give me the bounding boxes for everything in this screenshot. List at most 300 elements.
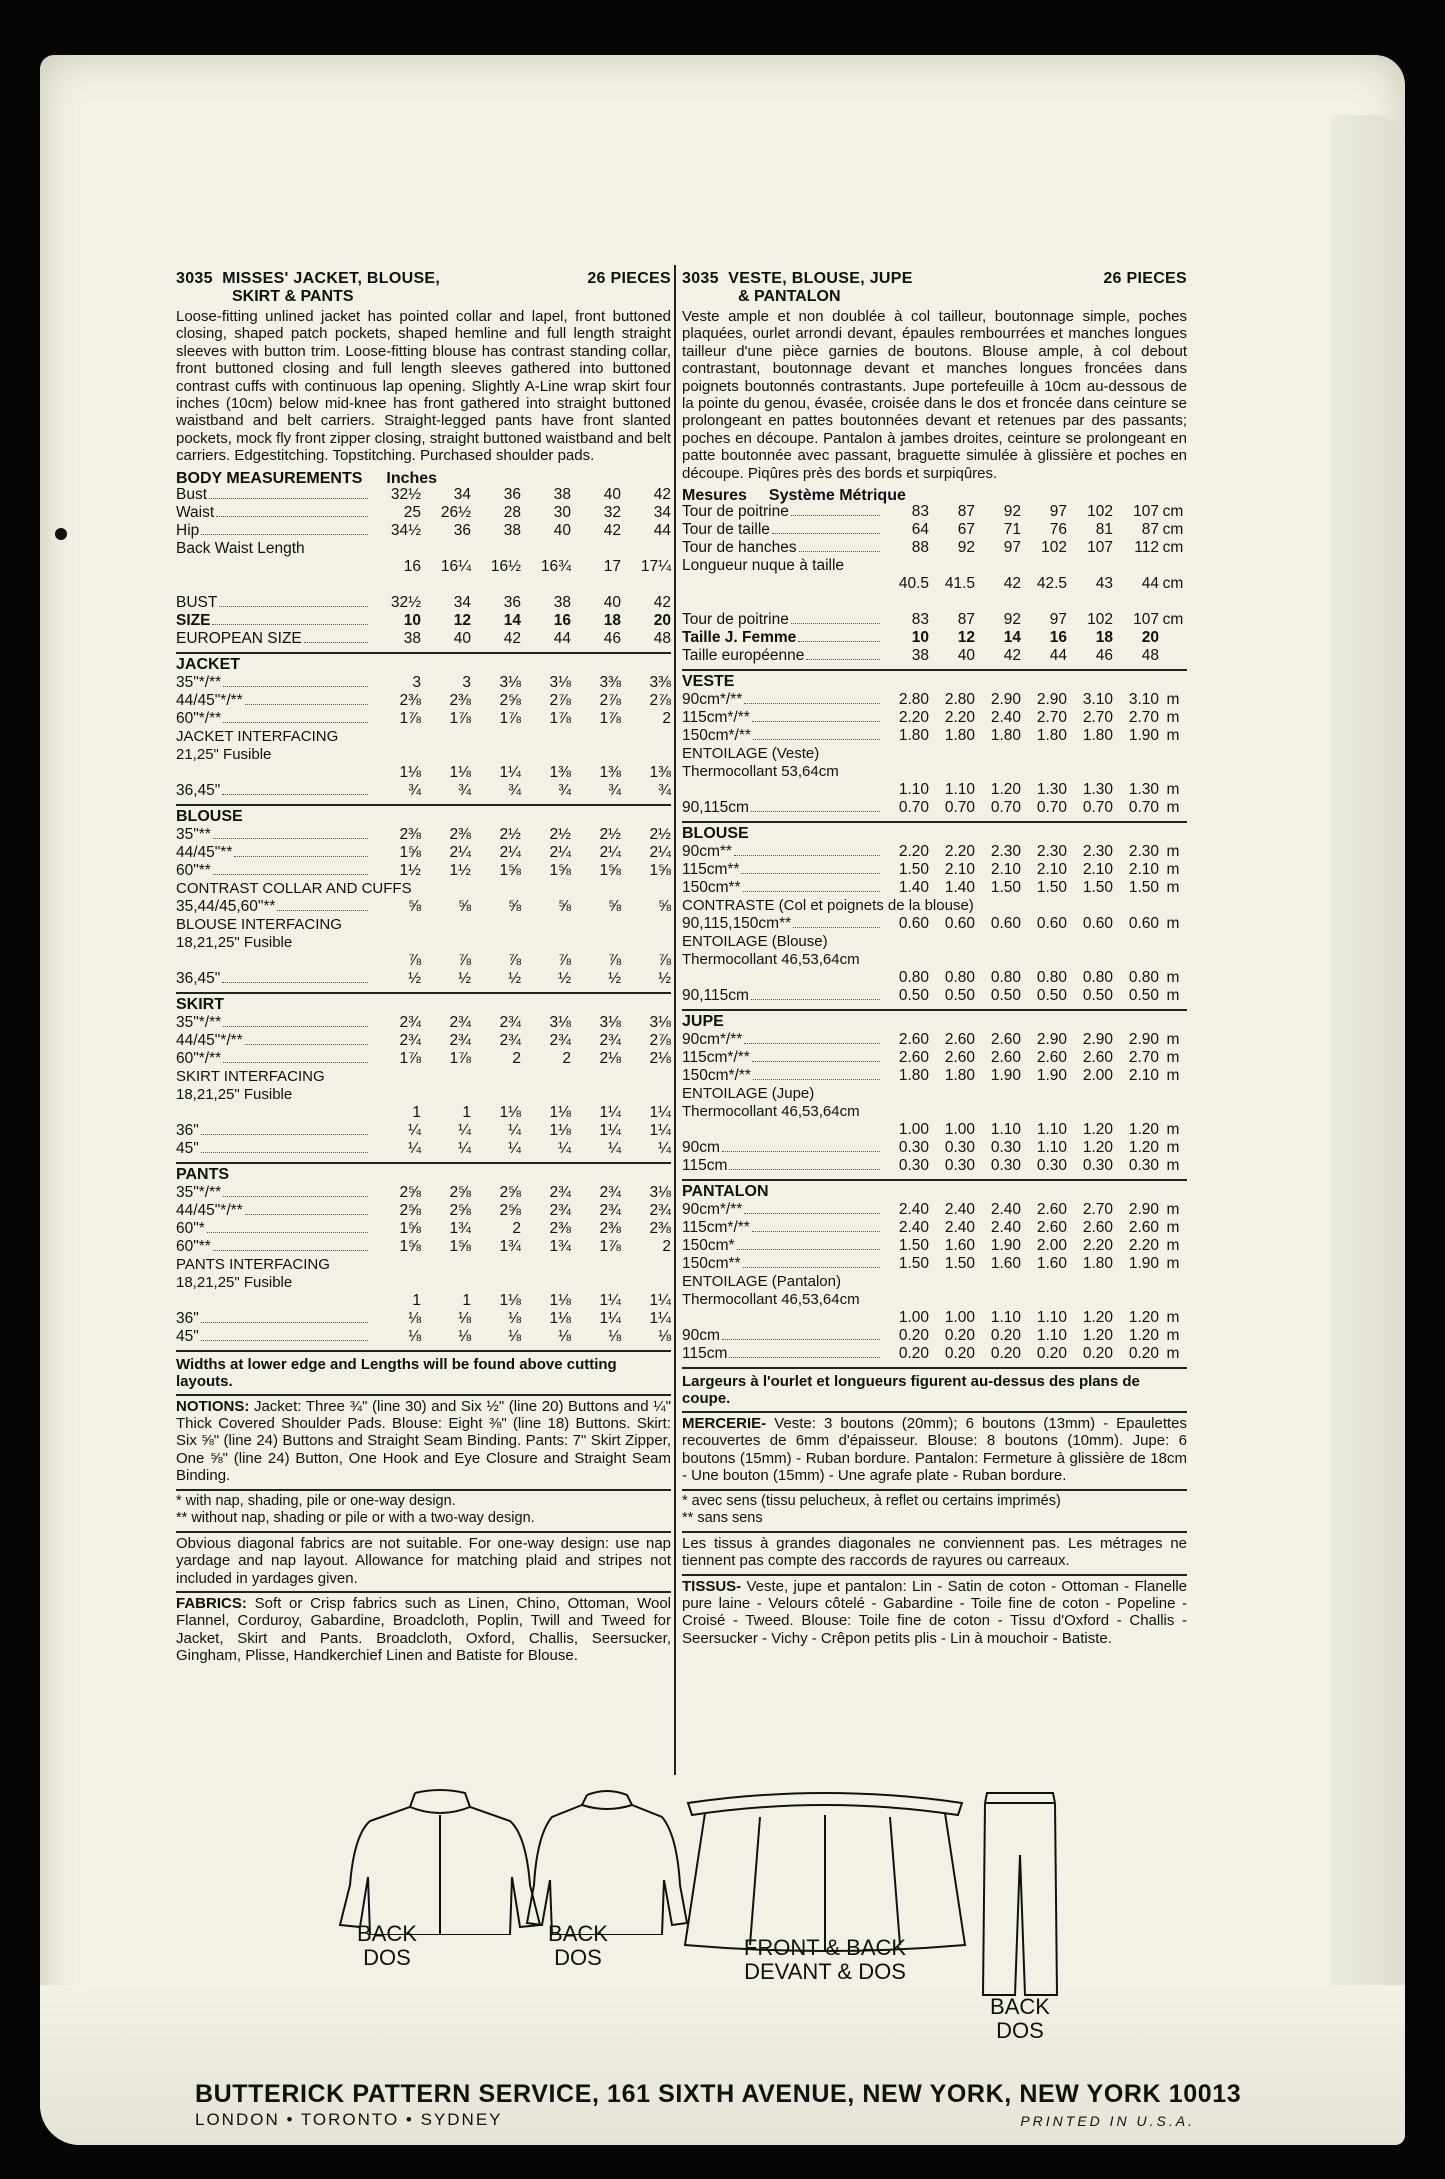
veste-title: VESTE	[682, 673, 735, 691]
row-value: 2.30	[1036, 843, 1067, 861]
row-label: 150cm*/**	[682, 727, 751, 745]
measure-row	[682, 915, 1187, 933]
row-value: ⅞	[408, 951, 421, 969]
measure-row	[682, 539, 1187, 557]
row-value: 1⅞	[499, 709, 521, 727]
row-value: 2.20	[1082, 1237, 1113, 1255]
row-value: 1.80	[1082, 727, 1113, 745]
pattern-number: 3035	[176, 270, 213, 287]
measure-row	[176, 692, 671, 710]
row-value: 2¾	[449, 1013, 471, 1031]
row-value: ⅞	[458, 951, 471, 969]
row-value: 83	[911, 503, 929, 521]
row-value: 1.50	[1082, 879, 1113, 897]
row-label: 45"	[176, 1327, 199, 1345]
row-value: 1⅝	[649, 861, 671, 879]
blouse-thermo-values	[682, 969, 1187, 987]
row-unit: cm	[1162, 575, 1184, 593]
row-label: 36,45"	[176, 781, 221, 799]
jupe-entoilage-title: ENTOILAGE (Jupe)	[682, 1085, 815, 1103]
row-label: 115cm*/**	[682, 1219, 750, 1237]
section-rule	[176, 1394, 671, 1396]
jacket-fusible-values	[176, 764, 671, 782]
row-value: 87	[957, 611, 975, 629]
row-value: 0.70	[1036, 799, 1067, 817]
measure-row	[176, 970, 671, 988]
row-value: 0.50	[1128, 987, 1159, 1005]
leader-dots	[806, 659, 880, 660]
mesures-header	[682, 485, 1187, 503]
pantalon-entoilage-title: ENTOILAGE (Pantalon)	[682, 1273, 841, 1291]
leader-dots	[213, 874, 368, 875]
row-value: 2⅛	[599, 1049, 621, 1067]
row-value: 2⅝	[499, 1183, 521, 1201]
row-values	[883, 691, 1187, 709]
row-value: 1⅝	[399, 843, 421, 861]
row-value: 34½	[390, 521, 421, 539]
row-value: 2¾	[449, 1031, 471, 1049]
section-rule	[682, 1367, 1187, 1369]
french-description: Veste ample et non doublée à col tailleur, boutonnage simple, poches plaquées, ourlet arrondi devant, épaules rembourrées et manches longues tailleur d'une pièce garnies de boutons. Blouse ample, à col debout contrastant, boutonnage devant et manches longues froncées dans poignets boutonnés contrastants. Jupe portefeuille à 10cm au-dessous de la pointe du genou, évasée, croisée dans le dos et froncée dans ceinture se prolongeant en pattes boutonnées devant et retenues par des passants; poches en découpe. Pantalon à jambes droites, ceinture se prolongeant en patte boutonnée avec passant, braguette simulée à glissière et poches en découpe. Piqûres près des bords et surpiqûres.	[682, 308, 1187, 482]
row-value: 0.80	[1036, 969, 1067, 987]
row-value: 34	[453, 593, 471, 611]
row-values	[883, 521, 1187, 539]
row-value: 0.20	[1082, 1345, 1113, 1363]
row-value: 3⅛	[649, 1183, 671, 1201]
row-values	[883, 503, 1187, 521]
row-value: 3	[412, 673, 421, 691]
row-value: 2.70	[1128, 1049, 1159, 1067]
row-value: 2¾	[499, 1031, 521, 1049]
row-value: 2¾	[499, 1013, 521, 1031]
pants-title: PANTS	[176, 1165, 230, 1183]
row-value: 28	[503, 503, 521, 521]
row-value: ⅞	[608, 951, 621, 969]
row-value: 2.90	[1128, 1031, 1159, 1049]
measure-row	[682, 521, 1187, 539]
row-value: 0.50	[898, 987, 929, 1005]
row-value: 1.20	[1082, 1327, 1113, 1345]
row-value: 38	[403, 629, 421, 647]
row-value: 1.10	[898, 781, 929, 799]
pantalon-title: PANTALON	[682, 1183, 769, 1201]
row-value: 2.10	[1082, 861, 1113, 879]
row-value: 16	[1049, 629, 1067, 647]
blouse-fusible-values	[176, 952, 671, 970]
row-unit: m	[1166, 1219, 1180, 1237]
row-value: 16	[403, 557, 421, 575]
row-label: EUROPEAN SIZE	[176, 629, 302, 647]
row-value: 81	[1095, 521, 1113, 539]
row-values	[371, 486, 671, 504]
leader-dots	[201, 1340, 368, 1341]
row-value: 1⅛	[399, 763, 421, 781]
pantalon-metrage	[682, 1201, 1187, 1273]
leader-dots	[799, 551, 880, 552]
measure-row	[682, 1219, 1187, 1237]
measure-row	[682, 1345, 1187, 1363]
pieces-count: 26 PIECES	[587, 270, 671, 287]
nuque-values	[682, 575, 1187, 593]
row-value: 2.60	[898, 1049, 929, 1067]
row-label: 90cm	[682, 1327, 720, 1345]
leader-dots	[722, 1339, 880, 1340]
row-value: 1.10	[990, 1309, 1021, 1327]
row-value: 12	[453, 611, 471, 629]
row-value: 2.70	[1082, 709, 1113, 727]
row-value: 0.20	[1128, 1345, 1159, 1363]
row-value: 1.10	[1036, 1327, 1067, 1345]
row-value: ⅝	[458, 897, 471, 915]
contraste-row	[682, 915, 1187, 933]
leader-dots	[751, 811, 880, 812]
row-value: 0.70	[1082, 799, 1113, 817]
envelope-right-edge	[1330, 115, 1405, 2095]
row-value: 1¼	[599, 1309, 621, 1327]
row-values	[883, 1157, 1187, 1175]
row-value: 42	[653, 593, 671, 611]
row-value: 1⅝	[599, 861, 621, 879]
jacket-back-label	[352, 1922, 422, 1970]
row-value: 2⅝	[399, 1183, 421, 1201]
row-value: ⅛	[408, 1327, 421, 1345]
row-value: 30	[553, 503, 571, 521]
row-value: 14	[503, 611, 521, 629]
veste-thermocollant: Thermocollant 53,64cm	[682, 763, 839, 781]
measure-row	[176, 1140, 671, 1158]
row-label: 90cm*/**	[682, 1031, 743, 1049]
measure-row	[176, 862, 671, 880]
row-values	[883, 1049, 1187, 1067]
row-value: 1.00	[944, 1309, 975, 1327]
english-title	[176, 270, 671, 288]
row-value: 2.80	[944, 691, 975, 709]
row-value: 38	[553, 485, 571, 503]
row-label: 60"**	[176, 861, 211, 879]
row-value: 0.50	[944, 987, 975, 1005]
row-value: 2¾	[549, 1183, 571, 1201]
row-value: 2.40	[990, 1219, 1021, 1237]
row-values	[371, 594, 671, 612]
row-value: 0.60	[944, 915, 975, 933]
jupe-thermocollant: Thermocollant 46,53,64cm	[682, 1103, 860, 1121]
row-value: 0.20	[898, 1327, 929, 1345]
measure-row	[682, 1201, 1187, 1219]
row-value: 1.80	[990, 727, 1021, 745]
row-value: 0.60	[990, 915, 1021, 933]
row-unit: m	[1166, 799, 1180, 817]
row-unit: cm	[1162, 611, 1184, 629]
title-line-1-fr: VESTE, BLOUSE, JUPE	[728, 270, 913, 287]
row-value: 2.10	[990, 861, 1021, 879]
blouse-metrage	[682, 843, 1187, 897]
row-values	[883, 709, 1187, 727]
notions-block	[176, 1398, 671, 1485]
skirt-interfacing-title: SKIRT INTERFACING	[176, 1067, 325, 1085]
row-value: 1⅝	[449, 1237, 471, 1255]
row-value: 42	[653, 485, 671, 503]
measure-row	[682, 611, 1187, 629]
row-value: 1.30	[1082, 781, 1113, 799]
skirt-label-fr: DEVANT & DOS	[744, 1959, 906, 1984]
row-value: 1	[462, 1291, 471, 1309]
row-label: 150cm**	[682, 1255, 741, 1273]
row-value: 2.20	[1128, 1237, 1159, 1255]
row-value: 40	[553, 521, 571, 539]
row-value: 17	[603, 557, 621, 575]
row-value: 3⅛	[649, 1013, 671, 1031]
row-value: 1¼	[649, 1103, 671, 1121]
row-value: 0.50	[990, 987, 1021, 1005]
skirt-title: SKIRT	[176, 995, 224, 1013]
row-value: 1.80	[898, 1067, 929, 1085]
pants-interfacing-title: PANTS INTERFACING	[176, 1255, 330, 1273]
row-unit: m	[1166, 987, 1180, 1005]
measure-row	[176, 504, 671, 522]
row-value: 1	[412, 1103, 421, 1121]
row-value: 71	[1003, 521, 1021, 539]
title-line-1: MISSES' JACKET, BLOUSE,	[222, 270, 441, 287]
row-values	[371, 1202, 671, 1220]
row-values	[371, 782, 671, 800]
mercerie-label: MERCERIE-	[682, 1415, 767, 1433]
row-label: 115cm*/**	[682, 1049, 750, 1067]
body-measurements-header	[176, 468, 671, 486]
row-value: 92	[1003, 611, 1021, 629]
row-value: 2.90	[1036, 691, 1067, 709]
leader-dots	[209, 498, 368, 499]
leader-dots	[223, 722, 368, 723]
veste-thermo-values	[682, 781, 1187, 799]
row-label: 115cm**	[682, 861, 740, 879]
leader-dots	[213, 838, 368, 839]
row-value: 2.40	[944, 1201, 975, 1219]
row-unit: cm	[1162, 503, 1184, 521]
row-value: 1.80	[1082, 1255, 1113, 1273]
row-value: 44	[1141, 575, 1159, 593]
skirt-fusible-values	[176, 1104, 671, 1122]
row-unit: m	[1166, 727, 1180, 745]
row-value: 1.20	[1128, 1327, 1159, 1345]
row-value: 2.20	[944, 709, 975, 727]
row-value: ⅞	[558, 951, 571, 969]
row-value: 102	[1041, 539, 1067, 557]
leader-dots	[743, 891, 880, 892]
measure-row	[682, 1067, 1187, 1085]
fabrics-block	[176, 1595, 671, 1665]
row-value: 3⅛	[549, 673, 571, 691]
jupe-thermo-values	[682, 1121, 1187, 1139]
row-value: 2¾	[399, 1013, 421, 1031]
row-value: 0.80	[898, 969, 929, 987]
row-value: 1.00	[898, 1309, 929, 1327]
row-value: 67	[957, 521, 975, 539]
row-value: 1.20	[1082, 1309, 1113, 1327]
leader-dots	[772, 533, 880, 534]
footnote-sans-sens: ** sans sens	[682, 1509, 763, 1526]
row-values	[883, 1255, 1187, 1273]
section-rule	[682, 1489, 1187, 1491]
leader-dots	[793, 927, 880, 928]
row-value: 2½	[549, 825, 571, 843]
row-value: 0.60	[898, 915, 929, 933]
row-value: 0.20	[944, 1327, 975, 1345]
pants-interfacing-rows	[176, 1310, 671, 1346]
row-value: 2.10	[1128, 1067, 1159, 1085]
row-value: 2¾	[399, 1031, 421, 1049]
row-value: 2.40	[898, 1219, 929, 1237]
row-value: 1⅝	[399, 1219, 421, 1237]
row-value: 2.80	[898, 691, 929, 709]
row-label: Bust	[176, 485, 208, 503]
row-value: 2	[512, 1049, 521, 1067]
row-value: 43	[1095, 575, 1113, 593]
french-title	[682, 270, 1187, 288]
measure-row	[682, 861, 1187, 879]
row-values	[371, 674, 671, 692]
leader-dots	[201, 534, 368, 535]
measure-row	[682, 1157, 1187, 1175]
row-value: 2⅝	[449, 1183, 471, 1201]
footer-cities: LONDON • TORONTO • SYDNEY	[195, 2110, 503, 2129]
row-value: 2¾	[599, 1183, 621, 1201]
row-unit: m	[1166, 1157, 1180, 1175]
row-values	[371, 844, 671, 862]
row-value: 2.60	[1036, 1049, 1067, 1067]
leader-dots	[729, 1169, 880, 1170]
row-value: 1.40	[944, 879, 975, 897]
row-unit: m	[1166, 1049, 1180, 1067]
measure-row	[176, 1328, 671, 1346]
row-value: 2.40	[898, 1201, 929, 1219]
row-unit: m	[1166, 1067, 1180, 1085]
row-values	[371, 1140, 671, 1158]
leader-dots	[212, 624, 368, 625]
leader-dots	[222, 794, 368, 795]
measure-row	[682, 799, 1187, 817]
mesures-table	[682, 503, 1187, 557]
skirt-interfacing-fusible: 18,21,25" Fusible	[176, 1085, 293, 1103]
row-value: 2⅞	[649, 691, 671, 709]
row-value: ⅝	[408, 897, 421, 915]
leader-dots	[722, 1151, 880, 1152]
leader-dots	[201, 1134, 368, 1135]
row-label: 36"	[176, 1121, 199, 1139]
row-value: 16¼	[440, 557, 471, 575]
row-value: 76	[1049, 521, 1067, 539]
leader-dots	[798, 641, 880, 642]
row-value: 26½	[440, 503, 471, 521]
pantalon-entoilage-rows	[682, 1327, 1187, 1363]
row-values	[371, 710, 671, 728]
row-value: 25	[403, 503, 421, 521]
row-value: 1¼	[599, 1103, 621, 1121]
row-value: 48	[1141, 647, 1159, 665]
row-value: 1¼	[599, 1121, 621, 1139]
measure-row	[682, 843, 1187, 861]
row-value: 2.30	[1082, 843, 1113, 861]
jupe-entoilage-rows	[682, 1139, 1187, 1175]
row-label: 90,115cm	[682, 799, 749, 817]
row-value: 92	[1003, 503, 1021, 521]
row-values	[371, 630, 671, 648]
row-value: 2.70	[1036, 709, 1067, 727]
row-value: 0.70	[1128, 799, 1159, 817]
row-value: 87	[1141, 521, 1159, 539]
row-value: 0.80	[1082, 969, 1113, 987]
back-waist-values	[176, 558, 671, 576]
row-values	[883, 843, 1187, 861]
jacket-title: JACKET	[176, 655, 241, 673]
row-value: 1⅞	[449, 709, 471, 727]
stray-ink-dot	[55, 528, 67, 540]
row-value: 14	[1003, 629, 1021, 647]
blouse-entoilage-title: ENTOILAGE (Blouse)	[682, 933, 828, 951]
blouse-back-label	[543, 1922, 613, 1970]
diagonales-note: Les tissus à grandes diagonales ne conviennent pas. Les métrages ne tiennent pas compte des raccords de rayures ou carreaux.	[682, 1534, 1187, 1570]
row-value: 2¾	[599, 1031, 621, 1049]
row-value: 112	[1134, 539, 1159, 557]
row-label: 90cm*/**	[682, 1201, 743, 1219]
row-unit: m	[1166, 1201, 1180, 1219]
row-value: 1.10	[1036, 1309, 1067, 1327]
measure-row	[176, 710, 671, 728]
row-value: 1⅛	[499, 1291, 521, 1309]
row-value: ½	[458, 969, 471, 987]
blouse-interfacing-fusible: 18,21,25" Fusible	[176, 933, 293, 951]
row-value: 2.90	[990, 691, 1021, 709]
row-value: 1.10	[1036, 1121, 1067, 1139]
row-label: 90,115cm	[682, 987, 749, 1005]
row-values	[371, 1328, 671, 1346]
row-values	[371, 1032, 671, 1050]
measure-row	[176, 594, 671, 612]
leader-dots	[223, 1196, 368, 1197]
row-value: ⅛	[558, 1327, 571, 1345]
largeurs-note: Largeurs à l'ourlet et longueurs figurent au-dessus des plans de coupe.	[682, 1373, 1140, 1408]
row-label: Tour de taille	[682, 521, 770, 539]
row-label: 60"*	[176, 1219, 205, 1237]
row-label: 44/45"*/**	[176, 1201, 243, 1219]
pantalon-thermocollant: Thermocollant 46,53,64cm	[682, 1291, 860, 1309]
notions-label: NOTIONS:	[176, 1397, 250, 1415]
leader-dots	[216, 516, 368, 517]
row-value: ¼	[608, 1139, 621, 1157]
leader-dots	[734, 855, 880, 856]
row-value: 2.00	[1036, 1237, 1067, 1255]
section-rule	[176, 804, 671, 806]
row-value: 2.30	[1128, 843, 1159, 861]
row-value: 1.50	[898, 1237, 929, 1255]
jacket-interfacing-row	[176, 782, 671, 800]
row-value: 2.90	[1082, 1031, 1113, 1049]
row-value: 2¼	[449, 843, 471, 861]
row-values	[371, 522, 671, 540]
row-value: 3.10	[1082, 691, 1113, 709]
mesures-units: Système Métrique	[768, 487, 906, 505]
row-value: 2¾	[549, 1201, 571, 1219]
row-value: 17¼	[640, 557, 671, 575]
row-unit	[1159, 647, 1187, 665]
row-value: 2⅜	[399, 825, 421, 843]
row-unit: m	[1166, 1139, 1180, 1157]
row-value: 42	[1003, 647, 1021, 665]
row-values	[883, 1219, 1187, 1237]
row-label: 150cm*/**	[682, 1067, 751, 1085]
row-value: ⅛	[458, 1309, 471, 1327]
row-value: 1.80	[944, 727, 975, 745]
row-value: 2¼	[599, 843, 621, 861]
